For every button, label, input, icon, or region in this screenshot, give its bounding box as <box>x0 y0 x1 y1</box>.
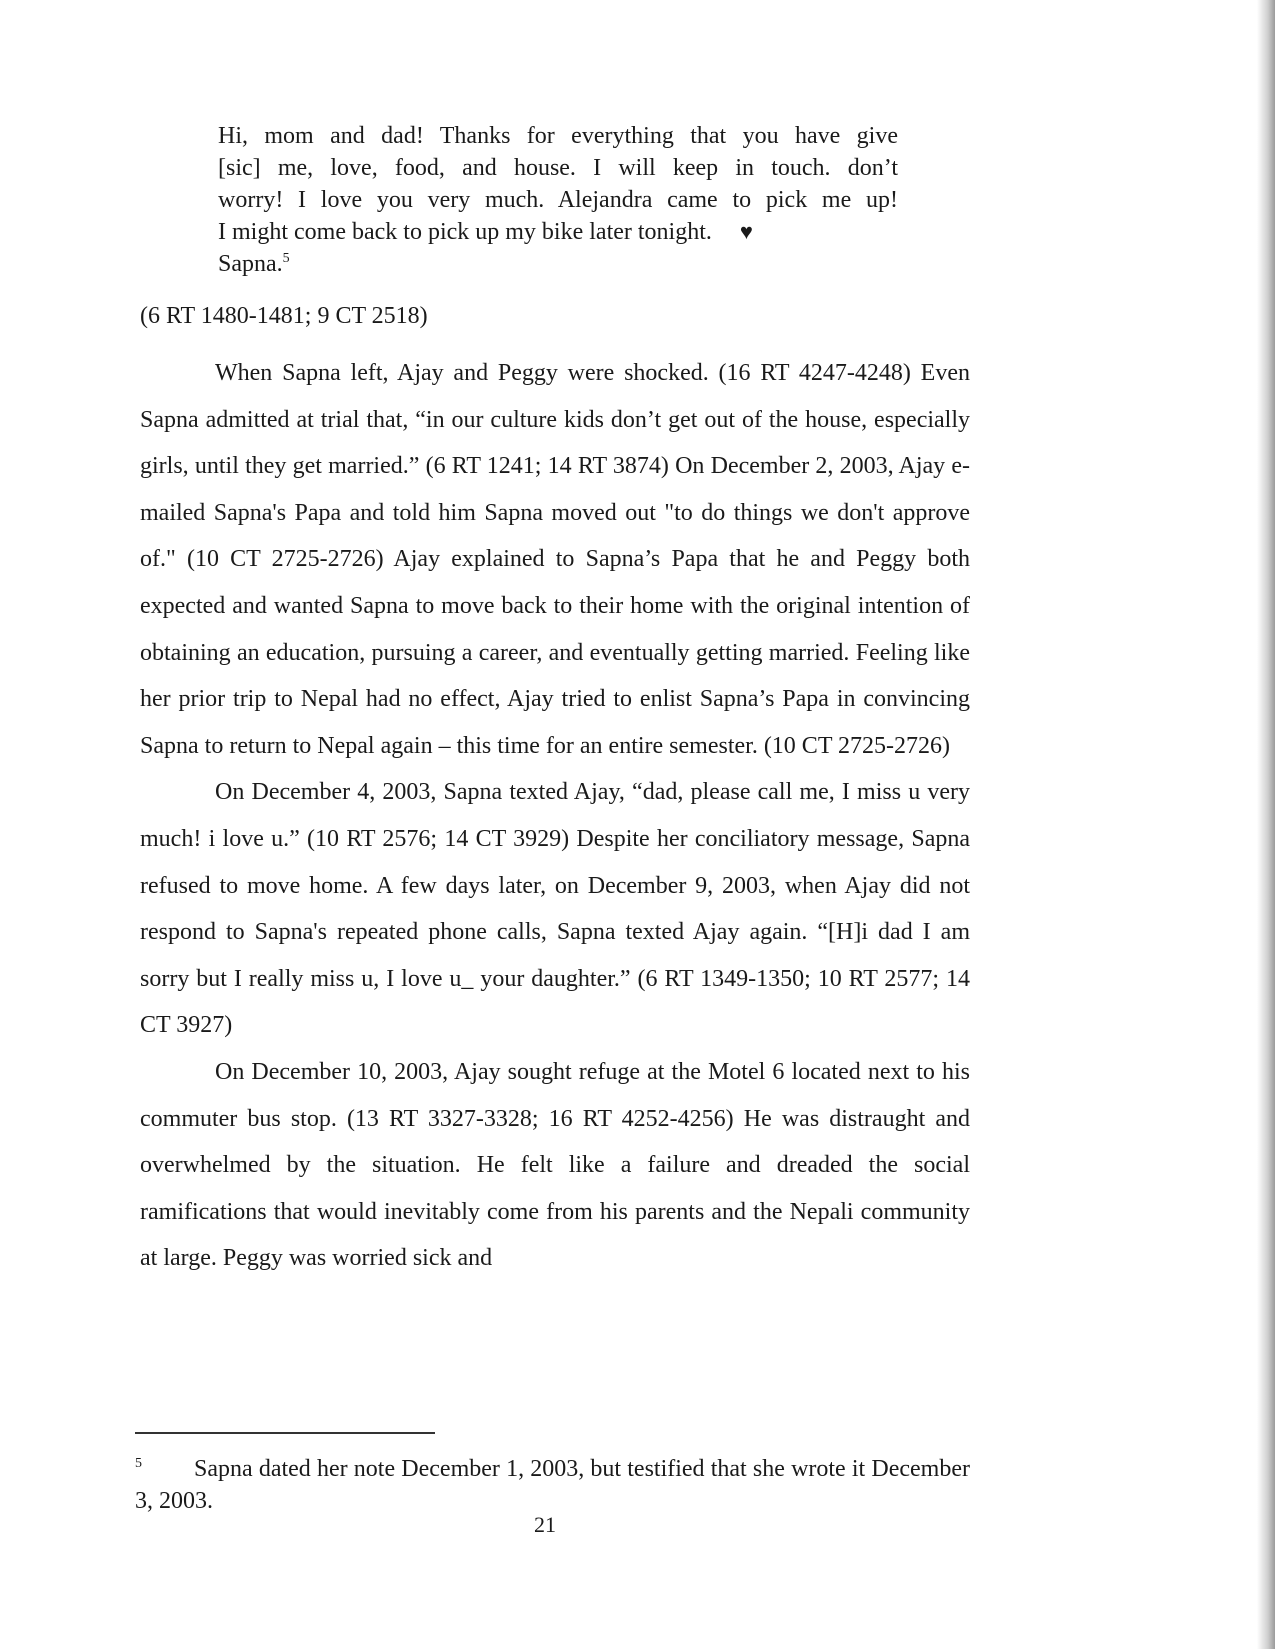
footnote-text: Sapna dated her note December 1, 2003, but testified that she wrote it December 3, 2003. <box>135 1456 970 1514</box>
record-citation: (6 RT 1480-1481; 9 CT 2518) <box>140 303 428 329</box>
quote-line-text: I might come back to pick up my bike later tonight. <box>218 219 712 245</box>
footnote-number: 5 <box>135 1456 142 1471</box>
footnote-reference: 5 <box>282 251 290 266</box>
footnote <box>135 1448 970 1517</box>
page-edge-shadow <box>1257 0 1275 1649</box>
document-page <box>140 120 970 1282</box>
body-paragraph: On December 10, 2003, Ajay sought refuge at the Motel 6 located next to his commuter bus stop. (13 RT 3327-3328; 16 RT 4252-4256) He was distraught and overwhelmed by the situation. He felt like a failure and dreaded the social ramifications that would inevitably come from his parents and the Nepali community at large. Peggy was worried sick and <box>140 1058 970 1272</box>
quote-line: worry! I love you very much. Alejandra came to pick me up! <box>218 187 898 213</box>
quote-line: [sic] me, love, food, and house. I will keep in touch. don’t <box>218 155 898 181</box>
quote-line <box>218 216 898 248</box>
signature-text: Sapna. <box>218 251 283 277</box>
body-paragraph: On December 4, 2003, Sapna texted Ajay, “dad, please call me, I miss u very much! i love u.” (10 RT 2576; 14 CT 3929) Despite her conciliatory message, Sapna refused to move home. A few days later, on December 9, 2003, when Ajay did not respond to Sapna's repeated phone calls, Sapna texted Ajay again. “[H]i dad I am sorry but I really miss u, I love u_ your daughter.” (6 RT 1349-1350; 10 RT 2577; 14 CT 3927) <box>140 779 970 1039</box>
page-number: 21 <box>534 1512 556 1537</box>
quote-line: Hi, mom and dad! Thanks for everything that you have give <box>218 123 898 149</box>
heart-icon: ♥ <box>739 219 753 244</box>
quote-signature <box>218 248 898 280</box>
body-paragraph: When Sapna left, Ajay and Peggy were shocked. (16 RT 4247-4248) Even Sapna admitted at trial that, “in our culture kids don’t get out of the house, especially girls, until they get married.” (6 RT 1241; 14 RT 3874) On December 2, 2003, Ajay e-mailed Sapna's Papa and told him Sapna moved out "to do things we don't approve of." (10 CT 2725-2726) Ajay explained to Sapna’s Papa that he and Peggy both expected and wanted Sapna to move back to their home with the original intention of obtaining an education, pursuing a career, and eventually getting married. Feeling like her prior trip to Nepal had no effect, Ajay tried to enlist Sapna’s Papa in convincing Sapna to return to Nepal again – this time for an entire semester. (10 CT 2725-2726) <box>140 360 970 759</box>
block-quote <box>218 120 898 280</box>
footnote-divider <box>135 1432 435 1434</box>
